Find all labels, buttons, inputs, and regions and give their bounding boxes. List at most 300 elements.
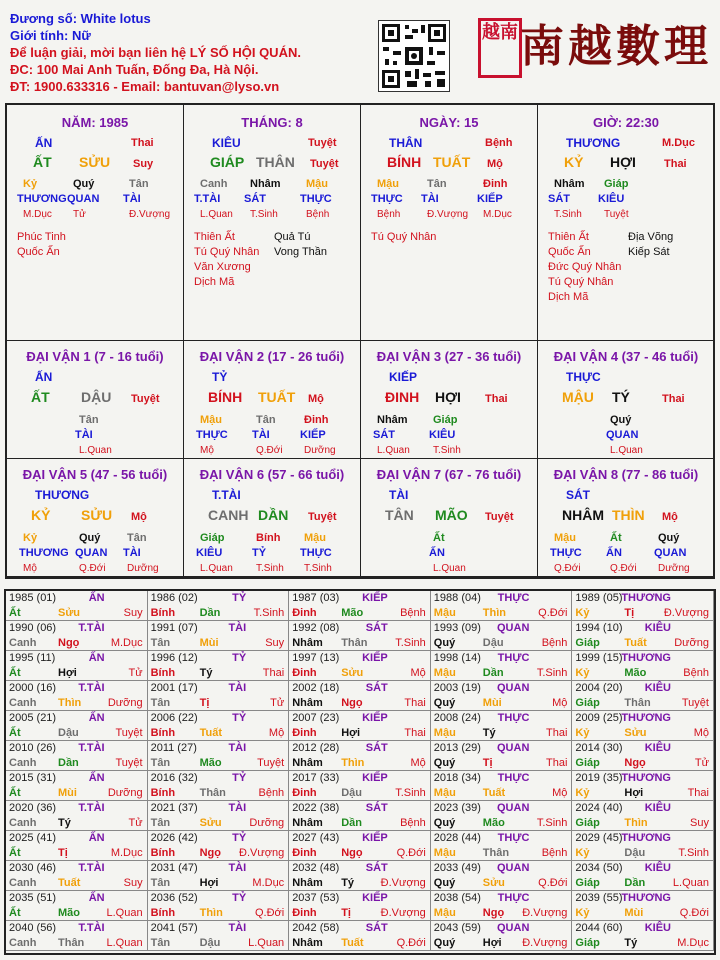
hidden-stem: Quý <box>658 532 680 544</box>
year-god: SÁT <box>365 682 388 694</box>
dai-van-cell <box>7 459 184 577</box>
dai-van-stem: TÂN <box>385 507 414 523</box>
year-label: 1996 (12) <box>150 652 198 664</box>
year-god: QUAN <box>497 802 530 814</box>
year-branch: Hợi <box>341 727 361 739</box>
year-cell[interactable] <box>148 831 290 861</box>
year-stage: Bệnh <box>258 787 285 799</box>
shen-sha: Phúc Tinh <box>17 231 66 243</box>
year-god: T.TÀI <box>78 742 105 754</box>
hidden-god: KIẾP <box>300 429 326 441</box>
year-cell[interactable] <box>289 801 431 831</box>
year-cell[interactable] <box>289 651 431 681</box>
year-stem: Nhâm <box>292 817 323 829</box>
year-stem: Bính <box>150 787 176 799</box>
year-label: 2020 (36) <box>9 802 57 814</box>
hidden-stage: T.Sinh <box>554 209 582 220</box>
year-branch: Thìn <box>341 757 365 769</box>
year-label: 2041 (57) <box>150 922 198 934</box>
year-stem: Canh <box>9 637 37 649</box>
year-label: 2030 (46) <box>9 862 57 874</box>
year-stem: Quý <box>433 697 456 709</box>
year-branch: Mão <box>58 907 80 919</box>
hidden-stage: Đ.Vượng <box>427 209 469 220</box>
hidden-god: TÀI <box>75 429 93 441</box>
year-god: T.TÀI <box>78 922 105 934</box>
year-branch: Dậu <box>58 727 79 739</box>
qr-code-icon[interactable] <box>378 20 450 92</box>
year-cell[interactable] <box>572 861 714 891</box>
year-cell[interactable] <box>431 891 573 921</box>
year-stage: T.Sinh <box>253 607 285 619</box>
hidden-stem: Đinh <box>304 414 329 426</box>
year-cell[interactable] <box>6 621 148 651</box>
year-branch: Tị <box>199 697 210 709</box>
year-stage: Đ.Vượng <box>522 907 568 919</box>
year-god: T.TÀI <box>78 862 105 874</box>
shen-sha: Kiếp Sát <box>628 246 670 258</box>
year-stem: Tân <box>150 637 171 649</box>
year-god: THỰC <box>497 712 530 724</box>
year-stem: Canh <box>9 817 37 829</box>
year-branch: Hợi <box>482 937 502 949</box>
hidden-stage: Q.Đới <box>554 563 581 574</box>
year-branch: Tuất <box>624 637 647 649</box>
shen-sha: Đức Quý Nhân <box>548 261 622 273</box>
shen-sha: Quả Tú <box>274 231 311 243</box>
year-god: ẤN <box>88 832 105 844</box>
year-branch: Mão <box>482 817 505 829</box>
year-god: SÁT <box>365 742 388 754</box>
year-branch: Ngọ <box>341 847 363 859</box>
year-label: 1992 (08) <box>292 622 340 634</box>
hidden-god: THỰC <box>196 429 228 441</box>
hidden-god: THƯƠNG <box>17 193 67 205</box>
year-stage: T.Sinh <box>395 637 426 649</box>
year-stem: Tân <box>150 697 171 709</box>
pillar-cell <box>538 105 715 341</box>
year-cell[interactable] <box>6 891 148 921</box>
year-stem: Ất <box>9 667 21 679</box>
year-branch: Mão <box>199 757 222 769</box>
dai-van-stem: CANH <box>208 507 249 523</box>
pillar-stage: Suy <box>133 158 154 170</box>
year-cell[interactable] <box>572 621 714 651</box>
seal-logo <box>478 18 522 78</box>
year-stem: Mậu <box>433 847 456 859</box>
year-stage: Thai <box>404 727 426 739</box>
hidden-stage: T.Sinh <box>250 209 278 220</box>
year-branch: Ngọ <box>482 907 505 919</box>
year-stage: Thai <box>545 757 568 769</box>
hidden-stage: Tuyệt <box>604 209 629 220</box>
year-stem: Bính <box>150 907 176 919</box>
hidden-stem: Tân <box>127 532 147 544</box>
hidden-stem: Kỷ <box>23 178 38 190</box>
year-branch: Dậu <box>624 847 646 859</box>
year-label: 2003 (19) <box>433 682 481 694</box>
year-stage: Tử <box>128 817 143 829</box>
year-god: TỶ <box>232 712 247 724</box>
pillar-cell <box>184 105 361 341</box>
year-cell[interactable] <box>6 831 148 861</box>
year-stem: Bính <box>150 667 176 679</box>
hidden-stem: Mậu <box>306 178 328 190</box>
year-label: 2036 (52) <box>150 892 198 904</box>
year-stem: Canh <box>9 937 37 949</box>
year-cell[interactable] <box>6 861 148 891</box>
year-branch: Tị <box>58 847 68 859</box>
year-branch: Dậu <box>482 637 504 649</box>
pillar-branch: SỬU <box>79 154 111 170</box>
year-cell[interactable] <box>572 591 714 621</box>
year-cell[interactable] <box>6 741 148 771</box>
year-cell[interactable] <box>148 921 290 951</box>
year-stem: Canh <box>9 757 37 769</box>
contact-phone-email[interactable]: ĐT: 1900.633316 - Email: bantuvan@lyso.vn <box>10 79 280 94</box>
year-cell[interactable] <box>148 621 290 651</box>
year-god: TỶ <box>232 592 247 604</box>
year-cell[interactable] <box>431 681 573 711</box>
year-branch: Mùi <box>624 907 644 919</box>
dai-van-god: THƯƠNG <box>35 488 90 502</box>
year-label: 1993 (09) <box>433 622 481 634</box>
year-god: KIẾP <box>362 592 388 604</box>
shen-sha: Dịch Mã <box>548 291 589 303</box>
year-god: TỶ <box>232 832 247 844</box>
year-god: TỶ <box>232 892 247 904</box>
year-stem: Mậu <box>433 787 456 799</box>
year-god: THƯƠNG <box>621 712 671 724</box>
year-stem: Kỷ <box>575 847 590 859</box>
year-stage: L.Quan <box>248 937 285 949</box>
dai-van-stem: KỶ <box>31 507 51 523</box>
pillar-title: THÁNG: 8 <box>241 115 303 130</box>
year-stem: Giáp <box>575 937 600 949</box>
year-grid <box>4 589 716 955</box>
year-stem: Ất <box>9 727 21 739</box>
year-branch: Ngọ <box>58 637 80 649</box>
year-cell[interactable] <box>148 651 290 681</box>
hidden-god: TÀI <box>421 193 439 205</box>
dai-van-branch: TÝ <box>612 389 630 405</box>
year-stem: Mậu <box>433 727 456 739</box>
year-cell[interactable] <box>572 801 714 831</box>
hidden-stem: Đinh <box>483 178 508 190</box>
year-god: TÀI <box>228 802 247 814</box>
year-branch: Dần <box>624 877 646 889</box>
hidden-stem: Giáp <box>604 178 629 190</box>
year-cell[interactable] <box>148 891 290 921</box>
year-label: 2034 (50) <box>575 862 623 874</box>
hidden-stage: Dưỡng <box>658 563 690 574</box>
year-god: ẤN <box>88 892 105 904</box>
dai-van-god: T.TÀI <box>212 488 241 502</box>
year-stage: T.Sinh <box>536 817 568 829</box>
year-branch: Tuất <box>482 787 506 799</box>
hidden-god: SÁT <box>373 429 395 441</box>
contact-address: ĐC: 100 Mai Anh Tuấn, Đống Đa, Hà Nội. <box>10 62 259 77</box>
year-cell[interactable] <box>431 831 573 861</box>
year-branch: Thìn <box>199 907 223 919</box>
year-god: QUAN <box>497 622 530 634</box>
year-branch: Sửu <box>624 727 647 739</box>
year-cell[interactable] <box>431 651 573 681</box>
year-cell[interactable] <box>572 891 714 921</box>
year-branch: Dậu <box>341 787 362 799</box>
dai-van-god: ẤN <box>35 370 53 384</box>
dai-van-cell <box>361 341 538 459</box>
year-cell[interactable] <box>289 831 431 861</box>
year-cell[interactable] <box>572 831 714 861</box>
hidden-stem: Mậu <box>554 532 576 544</box>
year-stage: Tuyệt <box>115 757 143 769</box>
year-label: 2009 (25) <box>575 712 623 724</box>
year-cell[interactable] <box>572 771 714 801</box>
year-branch: Mùi <box>58 787 77 799</box>
year-cell[interactable] <box>6 801 148 831</box>
year-god: TỶ <box>232 652 247 664</box>
year-stage: M.Dục <box>110 637 143 649</box>
year-label: 2024 (40) <box>575 802 623 814</box>
year-cell[interactable] <box>289 621 431 651</box>
year-cell[interactable] <box>289 711 431 741</box>
year-cell[interactable] <box>431 621 573 651</box>
year-cell[interactable] <box>289 921 431 951</box>
year-label: 2021 (37) <box>150 802 198 814</box>
hidden-stem: Quý <box>79 532 101 544</box>
dai-van-cell <box>184 459 361 577</box>
hidden-stage: L.Quan <box>433 563 466 574</box>
year-branch: Sửu <box>58 607 81 619</box>
year-label: 2025 (41) <box>9 832 57 844</box>
dai-van-stem: NHÂM <box>562 507 604 523</box>
dai-van-stage: Tuyệt <box>131 393 160 405</box>
year-stage: Bệnh <box>541 637 568 649</box>
hidden-god: SÁT <box>244 193 266 205</box>
year-stage: Q.Đới <box>679 907 709 919</box>
year-cell[interactable] <box>289 861 431 891</box>
year-cell[interactable] <box>572 741 714 771</box>
year-stem: Nhâm <box>292 937 323 949</box>
year-stage: T.Sinh <box>536 667 568 679</box>
year-branch: Thân <box>341 637 368 649</box>
year-branch: Dần <box>58 757 79 769</box>
year-cell[interactable] <box>148 741 290 771</box>
year-branch: Mùi <box>199 637 219 649</box>
year-label: 1985 (01) <box>9 592 57 604</box>
year-cell[interactable] <box>289 741 431 771</box>
year-cell[interactable] <box>148 861 290 891</box>
year-stem: Giáp <box>575 637 600 649</box>
year-cell[interactable] <box>148 681 290 711</box>
year-cell[interactable] <box>431 921 573 951</box>
year-label: 2001 (17) <box>150 682 198 694</box>
year-stem: Kỷ <box>575 787 590 799</box>
year-label: 2000 (16) <box>9 682 57 694</box>
year-cell[interactable] <box>148 711 290 741</box>
year-stem: Mậu <box>433 607 456 619</box>
year-cell[interactable] <box>572 921 714 951</box>
pillar-branch: TUẤT <box>433 154 471 170</box>
year-stem: Canh <box>9 877 37 889</box>
hidden-god: TÀI <box>123 547 141 559</box>
year-branch: Thìn <box>624 817 648 829</box>
year-label: 2014 (30) <box>575 742 623 754</box>
hidden-god: KIÊU <box>429 429 456 441</box>
year-god: THỰC <box>497 892 530 904</box>
hidden-stage: T.Sinh <box>433 445 461 456</box>
year-cell[interactable] <box>6 921 148 951</box>
year-cell[interactable] <box>148 591 290 621</box>
year-label: 2006 (22) <box>150 712 198 724</box>
year-branch: Ngọ <box>199 847 221 859</box>
year-cell[interactable] <box>289 891 431 921</box>
year-label: 2010 (26) <box>9 742 57 754</box>
year-cell[interactable] <box>6 651 148 681</box>
year-stem: Giáp <box>575 757 600 769</box>
year-stage: Suy <box>123 877 143 889</box>
year-stage: Tử <box>270 697 285 709</box>
pillar-title: NGÀY: 15 <box>419 115 479 130</box>
year-god: TÀI <box>228 682 247 694</box>
year-label: 2018 (34) <box>433 772 481 784</box>
dai-van-god: SÁT <box>566 488 590 502</box>
dai-van-branch: TUẤT <box>258 389 296 405</box>
shen-sha: Văn Xương <box>194 261 251 273</box>
year-cell[interactable] <box>289 681 431 711</box>
pillar-title: NĂM: 1985 <box>61 115 129 130</box>
year-god: ẤN <box>88 592 105 604</box>
year-god: KIÊU <box>644 922 671 934</box>
year-cell[interactable] <box>431 771 573 801</box>
hidden-stem: Quý <box>73 178 95 190</box>
year-label: 2022 (38) <box>292 802 340 814</box>
year-stem: Giáp <box>575 697 600 709</box>
year-branch: Dậu <box>199 937 221 949</box>
year-stage: Dưỡng <box>107 787 143 799</box>
year-cell[interactable] <box>431 711 573 741</box>
year-cell[interactable] <box>148 801 290 831</box>
year-god: TÀI <box>228 862 247 874</box>
year-god: THƯƠNG <box>621 892 671 904</box>
hidden-stem: Mậu <box>304 532 326 544</box>
hidden-stem: Bính <box>256 532 281 544</box>
hidden-stem: Ất <box>433 532 445 544</box>
year-cell[interactable] <box>431 741 573 771</box>
pillar-cell <box>361 105 538 341</box>
hidden-stage: L.Quan <box>200 563 233 574</box>
year-stem: Kỷ <box>575 607 590 619</box>
shen-sha: Tú Quý Nhân <box>548 276 614 288</box>
year-cell[interactable] <box>148 771 290 801</box>
year-stage: Suy <box>123 607 143 619</box>
hidden-stage: Bệnh <box>306 209 330 220</box>
year-branch: Sửu <box>341 667 364 679</box>
dai-van-branch: HỢI <box>435 389 461 405</box>
year-stage: L.Quan <box>672 877 709 889</box>
dai-van-title: ĐẠI VẬN 7 (67 - 76 tuổi) <box>376 467 522 482</box>
dai-van-title: ĐẠI VẬN 1 (7 - 16 tuổi) <box>26 349 164 364</box>
year-god: KIẾP <box>362 832 388 844</box>
dai-van-title: ĐẠI VẬN 3 (27 - 36 tuổi) <box>376 349 522 364</box>
dai-van-branch: MÃO <box>435 507 468 523</box>
year-stage: M.Dục <box>110 847 143 859</box>
year-label: 2015 (31) <box>9 772 57 784</box>
year-label: 1997 (13) <box>292 652 340 664</box>
year-label: 2002 (18) <box>292 682 340 694</box>
year-label: 1986 (02) <box>150 592 198 604</box>
hidden-stem: Giáp <box>200 532 225 544</box>
year-stem: Giáp <box>575 877 600 889</box>
gender-value: Nữ <box>71 28 91 43</box>
year-god: KIẾP <box>362 652 388 664</box>
pillar-cell <box>7 105 184 341</box>
year-god: THỰC <box>497 592 530 604</box>
hidden-god: QUAN <box>75 547 108 559</box>
year-stage: Bệnh <box>400 817 426 829</box>
hidden-god: ẤN <box>429 547 445 559</box>
hidden-god: QUAN <box>67 193 100 205</box>
year-cell[interactable] <box>572 651 714 681</box>
owner-name: White lotus <box>80 11 151 26</box>
year-label: 2012 (28) <box>292 742 340 754</box>
year-god: T.TÀI <box>78 622 105 634</box>
hidden-stage: T.Sinh <box>256 563 284 574</box>
year-cell[interactable] <box>572 711 714 741</box>
year-branch: Tị <box>341 907 351 919</box>
year-cell[interactable] <box>289 591 431 621</box>
year-god: T.TÀI <box>78 682 105 694</box>
year-stage: Dưỡng <box>107 697 143 709</box>
dai-van-stage: Thai <box>485 393 508 405</box>
dai-van-title: ĐẠI VẬN 8 (77 - 86 tuổi) <box>553 467 699 482</box>
year-cell[interactable] <box>431 801 573 831</box>
year-label: 2043 (59) <box>433 922 481 934</box>
year-label: 2013 (29) <box>433 742 481 754</box>
year-stage: Q.Đới <box>538 877 568 889</box>
hidden-god: T.TÀI <box>194 193 221 205</box>
pillar-stage: Thai <box>664 158 687 170</box>
year-stage: Thai <box>404 697 426 709</box>
dai-van-stage: Mộ <box>662 511 678 523</box>
year-branch: Hợi <box>58 667 77 679</box>
year-label: 2011 (27) <box>150 742 197 754</box>
year-cell[interactable] <box>6 591 148 621</box>
year-stem: Đinh <box>292 607 317 619</box>
year-stage: Đ.Vượng <box>522 937 568 949</box>
year-cell[interactable] <box>289 771 431 801</box>
year-stage: Mộ <box>693 727 709 739</box>
year-cell[interactable] <box>6 681 148 711</box>
year-branch: Thìn <box>58 697 82 709</box>
seal-text: 越南 <box>482 22 518 43</box>
year-stage: Q.Đới <box>538 607 568 619</box>
year-label: 2005 (21) <box>9 712 57 724</box>
year-label: 2023 (39) <box>433 802 481 814</box>
pillar-god: THÂN <box>389 136 423 150</box>
year-cell[interactable] <box>431 861 573 891</box>
year-cell[interactable] <box>572 681 714 711</box>
year-cell[interactable] <box>6 711 148 741</box>
year-cell[interactable] <box>6 771 148 801</box>
shen-sha: Dịch Mã <box>194 276 235 288</box>
year-cell[interactable] <box>431 591 573 621</box>
year-label: 2038 (54) <box>433 892 481 904</box>
year-stem: Đinh <box>292 787 317 799</box>
hidden-stage: Q.Đới <box>610 563 637 574</box>
year-branch: Tý <box>482 727 496 739</box>
